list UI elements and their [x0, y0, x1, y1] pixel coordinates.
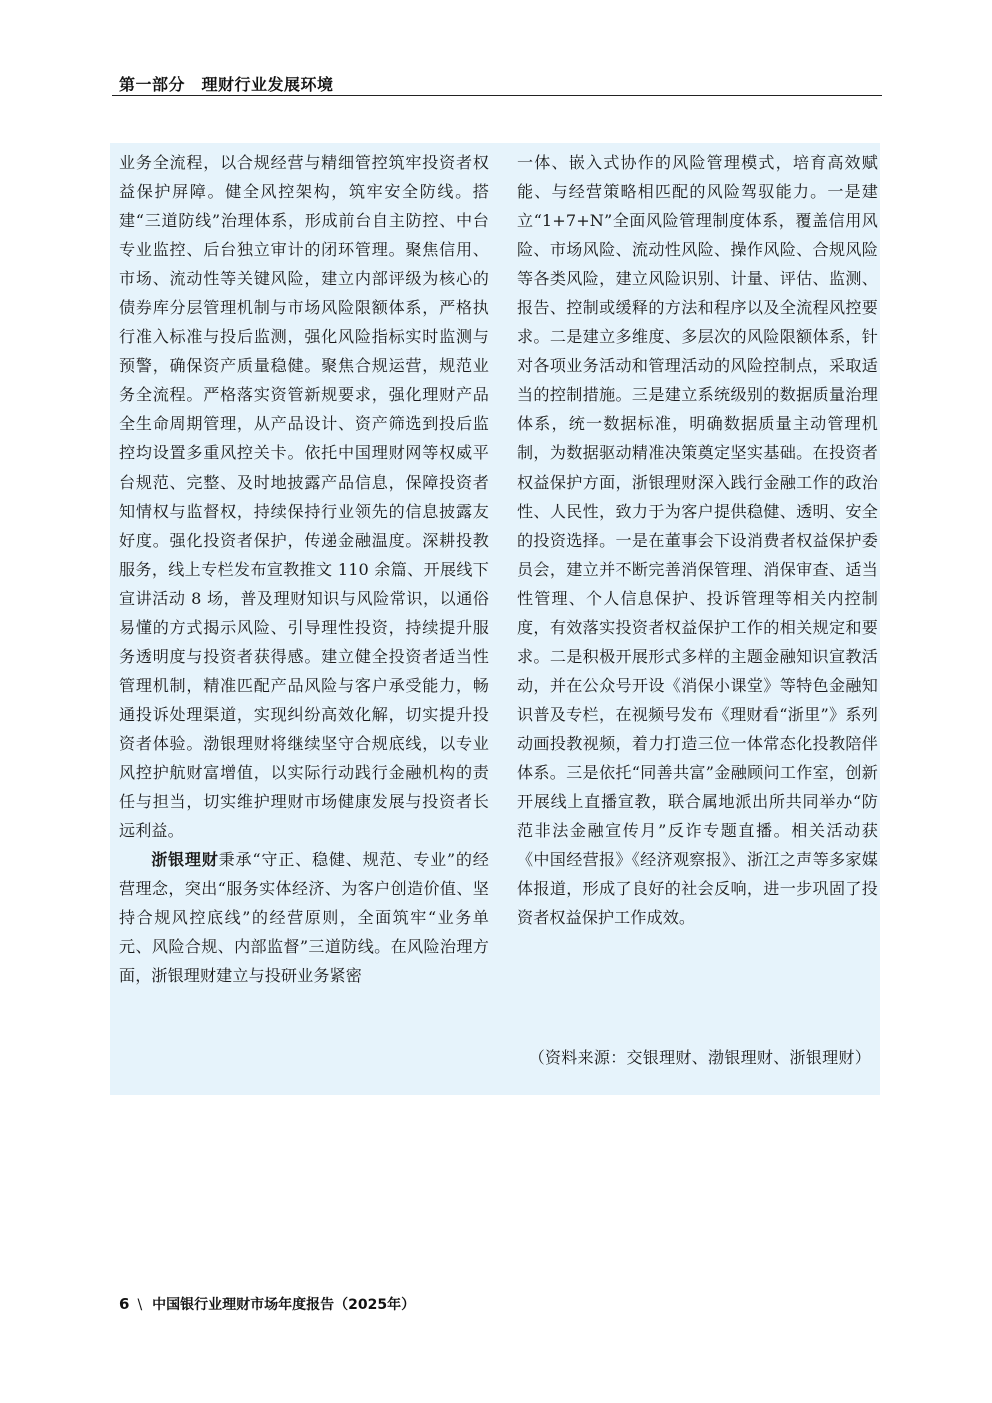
header-rule	[112, 95, 882, 96]
right-column	[517, 148, 878, 932]
case-box	[110, 143, 880, 1095]
left-paragraph-1: 业务全流程，以合规经营与精细管控筑牢投资者权益保护屏障。健全风控架构，筑牢安全防线。搭建“三道防线”治理体系，形成前台自主防控、中台专业监控、后台独立审计的闭环管理。聚焦信用、市场、流动性等关键风险，建立内部评级为核心的债券库分层管理机制与市场风险限额体系，严格执行准入标准与投后监测，强化风险指标实时监测与预警，确保资产质量稳健。聚焦合规运营，规范业务全流程。严格落实资管新规要求，强化理财产品全生命周期管理，从产品设计、资产筛选到投后监控均设置多重风控关卡。依托中国理财网等权威平台规范、完整、及时地披露产品信息，保障投资者知情权与监督权，持续保持行业领先的信息披露友好度。强化投资者保护，传递金融温度。深耕投教服务，线上专栏发布宣教推文 110 余篇、开展线下宣讲活动 8 场，普及理财知识与风险常识，以通俗易懂的方式揭示风险、引导理性投资，持续提升服务透明度与投资者获得感。建立健全投资者适当性管理机制，精准匹配产品风险与客户承受能力，畅通投诉处理渠道，实现纠纷高效化解，切实提升投资者体验。渤银理财将继续坚守合规底线，以专业风控护航财富增值，以实际行动践行金融机构的责任与担当，切实维护理财市场健康发展与投资者长远利益。	[119, 153, 489, 841]
page-header-title: 第一部分 理财行业发展环境	[119, 75, 334, 94]
footer-separator: \	[137, 1297, 143, 1313]
page-footer	[119, 1294, 415, 1314]
footer-report-title: 中国银行业理财市场年度报告（2025年）	[152, 1297, 416, 1313]
right-paragraph: 一体、嵌入式协作的风险管理模式，培育高效赋能、与经营策略相匹配的风险驾驭能力。一是建立“1+7+N”全面风险管理制度体系，覆盖信用风险、市场风险、流动性风险、操作风险、合规风险等各类风险，建立风险识别、计量、评估、监测、报告、控制或缓释的方法和程序以及全流程风控要求。二是建立多维度、多层次的风险限额体系，针对各项业务活动和管理活动的风险控制点，采取适当的控制措施。三是建立系统级别的数据质量治理体系，统一数据标准，明确数据质量主动管理机制，为数据驱动精准决策奠定坚实基础。在投资者权益保护方面，浙银理财深入践行金融工作的政治性、人民性，致力于为客户提供稳健、透明、安全的投资选择。一是在董事会下设消费者权益保护委员会，建立并不断完善消保管理、消保审查、适当性管理、个人信息保护、投诉管理等相关内控制度，有效落实投资者权益保护工作的相关规定和要求。二是积极开展形式多样的主题金融知识宣教活动，并在公众号开设《消保小课堂》等特色金融知识普及专栏，在视频号发布《理财看“浙里”》系列动画投教视频，着力打造三位一体常态化投教陪伴体系。三是依托“同善共富”金融顾问工作室，创新开展线上直播宣教，联合属地派出所共同举办“防范非法金融宣传月”反诈专题直播。相关活动获《中国经营报》《经济观察报》、浙江之声等多家媒体报道，形成了良好的社会反响，进一步巩固了投资者权益保护工作成效。	[517, 153, 878, 928]
source-note: （资料来源：交银理财、渤银理财、浙银理财）	[528, 1048, 871, 1067]
left-paragraph-2	[119, 845, 489, 990]
paragraph-lead-term: 浙银理财	[151, 850, 219, 870]
left-column	[119, 148, 489, 990]
page-number: 6	[119, 1295, 130, 1313]
paragraph-body: 秉承“守正、稳健、规范、专业”的经营理念，突出“服务实体经济、为客户创造价值、坚持合规风控底线”的经营原则，全面筑牢“业务单元、风险合规、内部监督”三道防线。在风险治理方面，浙银理财建立与投研业务紧密	[119, 850, 489, 986]
